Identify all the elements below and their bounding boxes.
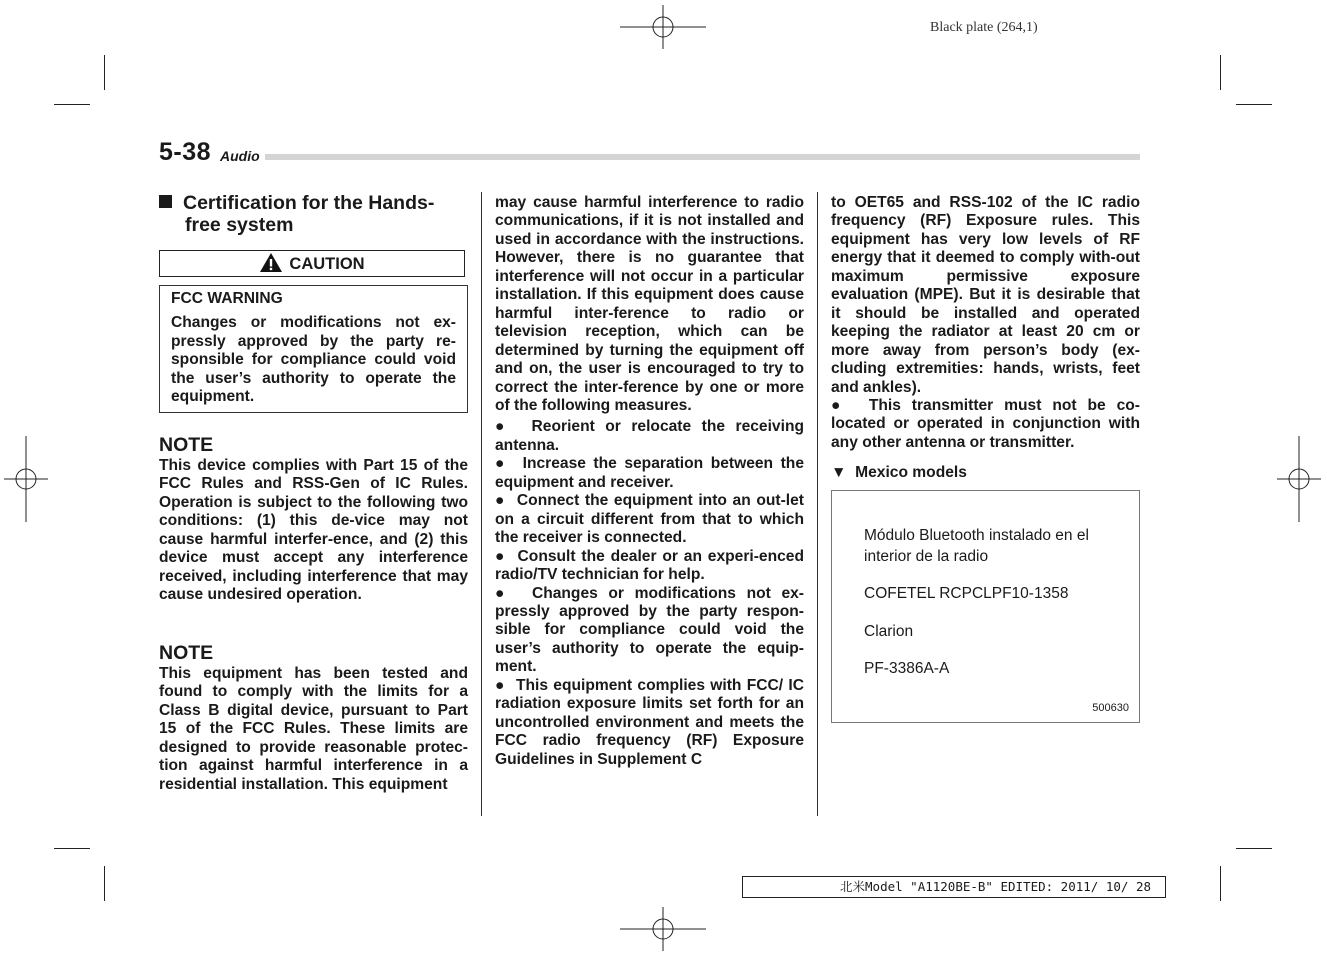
page-number: 5-38 (159, 138, 212, 166)
fcc-warning-box (159, 285, 468, 413)
square-bullet-icon (159, 195, 172, 208)
subheading: ▼ Mexico models (831, 464, 967, 481)
fcc-warning-title: FCC WARNING (171, 290, 283, 307)
warning-triangle-icon (259, 252, 283, 273)
note-body: This equipment has been tested and found to comply with the limits for a Class B digital device, pursuant to Part 15 of the FCC Rules. These limits are designed to provide reasonable protec-tion against harmful interference in a residential installation. This equipment (159, 665, 468, 793)
label-line: interior de la radio (864, 548, 989, 565)
crop-mark (104, 866, 105, 901)
registration-mark-icon (620, 5, 706, 49)
triangle-down-icon: ▼ (831, 464, 847, 481)
list-item: ● Reorient or relocate the receiving antenna. (495, 418, 804, 454)
crop-mark (104, 55, 105, 90)
note-block (159, 433, 468, 605)
column-3-text (831, 194, 1140, 452)
column-divider (481, 192, 482, 816)
list-item: ● Consult the dealer or an experi-enced radio/TV technician for help. (495, 547, 804, 584)
plate-label: Black plate (264,1) (930, 20, 1038, 35)
list-item: ● Increase the separation between the equipment and receiver. (495, 455, 804, 491)
paragraph: to OET65 and RSS-102 of the IC radio frequency (RF) Exposure rules. This equipment has very low levels of RF energy that it deemed to comply with-out maximum permissive exposure evaluation (MPE). But it is desirable that it should be installed and operated keeping the radiator at least 20 cm or more away from person’s body (ex-cluding extremities: hands, wrists, feet and ankles). (831, 194, 1140, 396)
label-line: Clarion (864, 623, 914, 640)
note-title: NOTE (159, 434, 214, 456)
list-item: ● Connect the equipment into an out-let on a circuit different from that to which the receiver is connected. (495, 492, 804, 547)
column-2-text (495, 194, 804, 769)
registration-mark-icon (4, 436, 48, 522)
list-item: ● Changes or modifications not ex-pressly approved by the party respon-sible for compliance could void the user’s authority to operate the equip-ment. (495, 584, 804, 676)
label-line: PF-3386A-A (864, 660, 950, 677)
note-body: This device complies with Part 15 of the FCC Rules and RSS-Gen of IC Rules. Operation is subject to the following two conditions: (1) this de-vice may not cause harmful interfer-ence, and (2) this device must accept any interference received, including interference that may cause undesired operation. (159, 457, 468, 604)
paragraph: may cause harmful interference to radio communications, if it is not installed and used in accordance with the instructions. However, there is no guarantee that interference will not occur in a particular installation. If this equipment does cause harmful inter-ference to radio or television reception, which can be determined by turning the equipment off and on, the user is encouraged to try to correct the inter-ference by one or more of the following measures. (495, 194, 804, 414)
caution-label: CAUTION (289, 255, 365, 273)
registration-mark-icon (620, 907, 706, 951)
crop-mark (1236, 104, 1272, 105)
note-block (159, 641, 468, 794)
image-code: 500630 (1092, 702, 1129, 714)
registration-mark-icon (1277, 436, 1321, 522)
label-line: Módulo Bluetooth instalado en el (864, 527, 1089, 544)
footer-edit-stamp: 北米Model "A1120BE-B" EDITED: 2011/ 10/ 28 (742, 876, 1166, 898)
section-title: Certification for the Hands- free system (159, 192, 434, 236)
crop-mark (1236, 848, 1272, 849)
certification-label-image (831, 490, 1140, 723)
crop-mark (54, 104, 90, 105)
fcc-warning-body: Changes or modifications not ex-pressly approved by the party re-sponsible for compliance could void the user’s authority to operate the equipment. (171, 314, 456, 406)
label-line: COFETEL RCPCLPF10-1358 (864, 585, 1069, 602)
column-divider (817, 192, 818, 816)
header-rule (265, 154, 1140, 160)
crop-mark (1220, 866, 1221, 901)
note-title: NOTE (159, 642, 214, 664)
crop-mark (54, 848, 90, 849)
list-item: ● This equipment complies with FCC/ IC radiation exposure limits set forth for an uncontrolled environment and meets the FCC radio frequency (RF) Exposure Guidelines in Supplement C (495, 676, 804, 768)
caution-banner (159, 250, 465, 277)
crop-mark (1220, 55, 1221, 90)
list-item: ● This transmitter must not be co-located or operated in conjunction with any other antenna or transmitter. (831, 396, 1140, 451)
section-name: Audio (220, 148, 260, 164)
